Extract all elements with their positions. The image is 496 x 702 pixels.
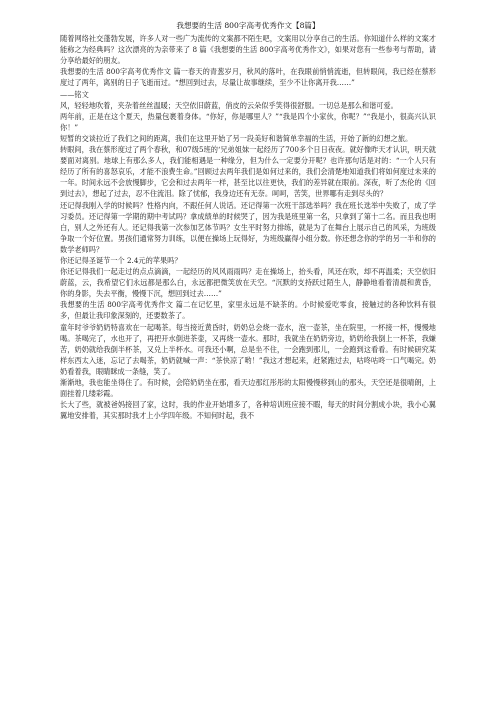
essay-one-paragraph: 转眼间，我在蔡形度过了两个春秋，和07级5班的‘兄弟姐妹一起经历了700多个日日夜夜。就好像昨天才认识，明天就要面对离别。地球上有那么多人，我们能相遇是一种缘分，但为什么一定要分开呢？也许那句话是对的：“一个人只有经历了所有的喜怒哀乐，才能不浪费生命。”回顾过去两年我们是如何过来的，我们会清楚地知道我们将如何度过未来的一年。时间永远不会放慢脚步，它会和过去两年一样，甚至比以往更快，我们的差异就在眼前。深夜，听了杰伦的《回到过去》，想起了过去，忍不住流泪。除了忧郁，我身边还有无奈。呵呵，苦笑，世界哪有走到尽头的？: [60, 145, 436, 199]
document-title: 我想要的生活 800字高考优秀作文【8篇】: [176, 21, 320, 30]
essay-one-paragraph: 还记得我刚入学的时候吗？性格内向，不跟任何人说话。还记得第一次班干部选举吗？我在班长选举中失败了，成了学习委员。还记得第一学期的期中考试吗？拿成绩单的时候哭了，因为我是班里第一名，只拿到了第十二名。而且我也明白，别人之外还有人。还记得我第一次参加艺体节吗？女生平时努力排练，就是为了在舞台上展示自己的风采，为班级争取一个好位置。男孩们通常努力训练，以便在操场上玩得好，为班级赢得小组分数。你还想念你的学的另一半和你的数学老师吗？: [60, 200, 436, 254]
intro-paragraph: 随着网络社交蓬勃发展，许多人对一些广为流传的文案都不陌生吧，文案用以分享自己的生活。你知道什么样的文案才能称之为经典吗？这次漂亮的为亲带来了 8 篇《我想要的生活 800字高考优秀作文》，如果对您有一些参考与帮助，请分享给最好的朋友。: [60, 34, 436, 66]
epigraph-attribution: ——铭文: [60, 89, 89, 99]
essay-one-paragraph: 短暂的交谈拉近了我们之间的距离，我们在这里开始了另一段美好和谐简单幸福的生活，开始了新的幻想之旅。: [60, 133, 413, 143]
essay-one-paragraph: 风，轻轻地吹着，夹杂着丝丝温暖；天空依旧蔚蓝，俏皮的云朵似乎笑得很舒服。一切总是那么和谐可爱。: [60, 100, 398, 110]
essay-two-paragraph: 长大了些，就被爸妈接回了家，这时，我的作业开始增多了，各种培训班应接不暇，每天的时间分割成小块，我小心翼翼地安排着，其实那时我才上小学四年级。不知何时起，我不: [60, 400, 436, 421]
essay-one-paragraph: 你还记得我们一起走过的点点滴滴，一起经历的风风雨雨吗？走在操场上，抬头看，风还在吹，却不再温柔；天空依旧蔚蓝，云，我希望它们永远都是那么白，永远都把微笑放在天空。“沉默的支持跃过陌生人，静静地看着清晨和黄昏，你的身影，失去平衡，慢慢下沉，想回到过去……”: [60, 267, 436, 299]
essay-two-paragraph: 渐渐地，我也能坐得住了。有时候，会陪奶奶坐在那，看天边那红彤彤的太阳慢慢移到山的那头，天空还是很晴朗，上面挂着几缕彩霞。: [60, 378, 436, 399]
essay-one-paragraph: 你还记得圣诞节一个 2.4元的苹果吗？: [60, 255, 182, 265]
document-page: [60, 20, 436, 690]
essay-one-opening: 我想要的生活 800字高考优秀作文 篇一春天的青葱岁月，秋风的落叶，在我眼前悄悄流逝，但转眼间，我已经在蔡形度过了两年，离别的日子飞逝而过。“想回到过去，尽量让故事继续，至少不让你离开我……”: [60, 67, 436, 88]
essay-two-opening: 我想要的生活 800字高考优秀作文 篇二在记忆里，家里永远是不缺茶的。小时候爱吃零食，接触过的各种饮料有很多，但最让我印象深刻的，还要数茶了。: [60, 300, 436, 321]
essay-one-paragraph: 两年前，正是在这个夏天，热量包裹着身体。“你好，你是哪里人？”“我是四个小家伙，你呢？”“我是小，很高兴认识你！”: [60, 111, 436, 132]
essay-two-paragraph: 童年时爷爷奶奶特喜欢在一起喝茶。每当接近黄昏时，奶奶总会烧一壶水，泡一壶茶，坐在院里，一杯接一杯，慢慢地喝。茶喝完了，水也开了，再把开水倒进茶壶，又再烧一壶水。那时，我就坐在奶奶旁边，奶奶给我倒上一杯茶，我嫌苦，奶奶就给我倒半杯茶，又兑上半杯水。可我还小啊，总是坐不住，一会跑到那儿，一会跑到这看看。有时候研究某样东西太入迷，忘记了去喝茶，奶奶就喊一声：“茶快凉了哟！”我这才想起来，赶紧跑过去，咕咚咕咚一口气喝完。奶奶看着我，眼睛眯成一条缝，笑了。: [60, 322, 436, 376]
